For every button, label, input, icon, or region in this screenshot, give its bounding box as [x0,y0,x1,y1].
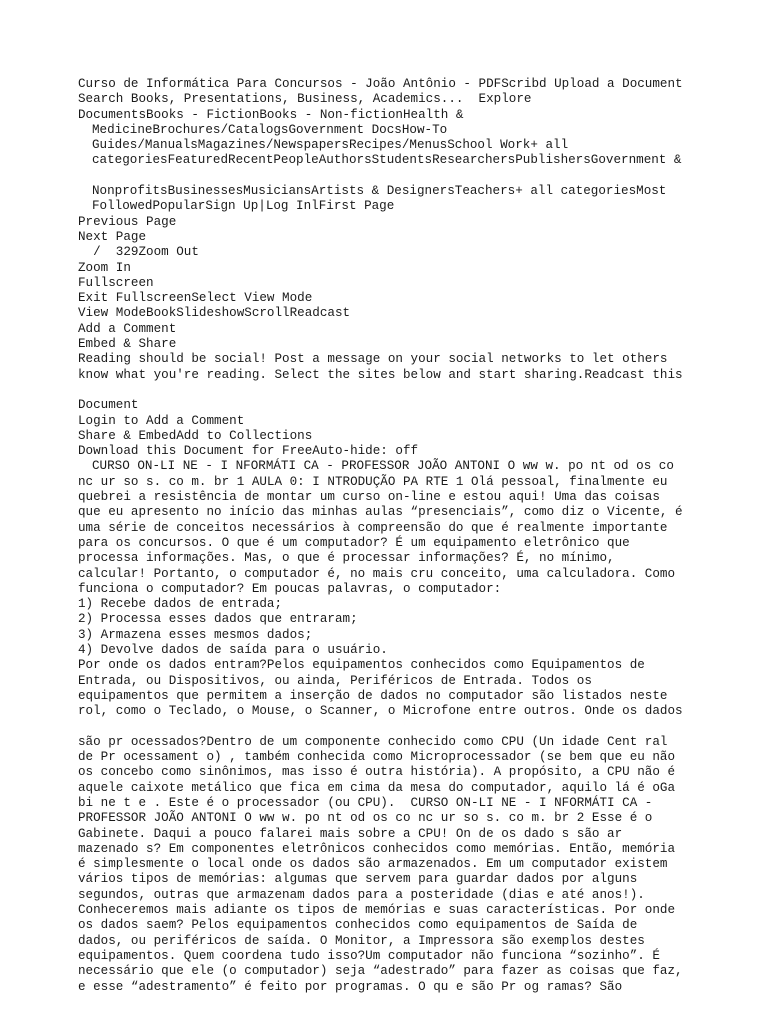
content-line: os concebo como sinônimos, mas isso é outra história). A propósito, a CPU não é [78,765,676,780]
content-line: Entrada, ou Dispositivos, ou ainda, Periféricos de Entrada. Todos os [78,673,592,688]
content-line: equipamentos. Quem coordena tudo isso?Um computador não funciona “sozinho”. É [78,948,660,963]
share-collections-link[interactable]: Share & EmbedAdd to Collections [78,428,313,443]
content-line: necessário que ele (o computador) seja “adestrado” para fazer as coisas que faz, [78,964,683,979]
search-line[interactable]: Search Books, Presentations, Business, Academics... Explore [78,92,532,107]
document-text [78,77,758,995]
next-page-link[interactable]: Next Page [78,229,147,244]
content-line: de Pr ocessament o) , também conhecida como Microprocessador (se bem que eu não [78,750,676,765]
content-line: mazenado s? Em componentes eletrônicos conhecidos como memórias. Então, memória [78,841,676,856]
content-line: uma série de conceitos necessários à compreensão do que é realmente importante [78,520,668,535]
content-line: nc ur so s. co m. br 1 AULA 0: I NTRODUÇÃO PA RTE 1 Olá pessoal, finalmente eu [78,474,668,489]
login-comment-link[interactable]: Login to Add a Comment [78,413,245,428]
embed-share-link[interactable]: Embed & Share [78,337,177,352]
view-mode-links[interactable]: View ModeBookSlideshowScrollReadcast [78,306,351,321]
nav-line-5[interactable]: NonprofitsBusinessesMusiciansArtists & DesignersTeachers+ all categoriesMost [92,184,667,199]
content-line: dados, ou periféricos de saída. O Monitor, a Impressora são exemplos destes [78,933,645,948]
content-line: segundos, outras que armazenam dados para a posteridade (dias e até anos!). [78,887,645,902]
content-line: aquele caixote metálico que fica em cima da mesa do computador, aquilo lá é oGa [78,780,676,795]
nav-line-6[interactable]: FollowedPopularSign Up|Log InlFirst Page [92,199,395,214]
nav-line-4[interactable]: categoriesFeaturedRecentPeopleAuthorsStudentsResearchersPublishersGovernment & [92,153,682,168]
blank-line [78,169,758,184]
nav-line-3[interactable]: Guides/ManualsMagazines/NewspapersRecipes/MenusSchool Work+ all [92,138,569,153]
content-line: Por onde os dados entram?Pelos equipamentos conhecidos como Equipamentos de [78,658,645,673]
content-line: equipamentos que permitem a inserção de dados no computador são listados neste [78,688,668,703]
content-line: que eu apresento no início das minhas aulas “presenciais”, como diz o Vicente, é [78,505,683,520]
content-line: CURSO ON-LI NE - I NFORMÁTI CA - PROFESSOR JOÃO ANTONI O ww w. po nt od os co [92,459,674,474]
content-line: funciona o computador? Em poucas palavras, o computador: [78,581,502,596]
previous-page-link[interactable]: Previous Page [78,214,177,229]
list-item: 2) Processa esses dados que entraram; [78,612,358,627]
content-line: é simplesmente o local onde os dados são armazenados. Em um computador existem [78,857,668,872]
list-item: 4) Devolve dados de saída para o usuário. [78,642,388,657]
content-line: bi ne t e . Este é o processador (ou CPU). CURSO ON-LI NE - I NFORMÁTI CA - [78,795,653,810]
list-item: 3) Armazena esses mesmos dados; [78,627,313,642]
page-count-zoom-out[interactable]: / 329Zoom Out [78,245,199,260]
content-line: vários tipos de memórias: algumas que servem para guardar dados por alguns [78,872,638,887]
exit-fullscreen-link[interactable]: Exit FullscreenSelect View Mode [78,291,313,306]
social-text-2[interactable]: know what you're reading. Select the sites below and start sharing.Readcast this [78,367,683,382]
content-line: processa informações. Mas, o que é processar informações? É, no mínimo, [78,551,615,566]
nav-line-1[interactable]: DocumentsBooks - FictionBooks - Non-fictionHealth & [78,107,464,122]
content-line: os dados saem? Pelos equipamentos conhecidos como equipamentos de Saída de [78,918,638,933]
social-text-3[interactable]: Document [78,398,139,413]
content-line: calcular! Portanto, o computador é, no mais cru conceito, uma calculadora. Como [78,566,676,581]
content-line: e esse “adestramento” é feito por programas. O qu e são Pr og ramas? São [78,979,623,994]
blank-line [78,383,758,398]
content-line: rol, como o Teclado, o Mouse, o Scanner, o Microfone entre outros. Onde os dados [78,704,683,719]
content-line: Gabinete. Daqui a pouco falarei mais sobre a CPU! On de os dado s são ar [78,826,623,841]
content-line: PROFESSOR JOÃO ANTONI O ww w. po nt od os co nc ur so s. co m. br 2 Esse é o [78,811,653,826]
list-item: 1) Recebe dados de entrada; [78,597,283,612]
content-line: são pr ocessados?Dentro de um componente conhecido como CPU (Un idade Cent ral [78,734,668,749]
content-line: Conheceremos mais adiante os tipos de memórias e suas características. Por onde [78,903,676,918]
add-comment-link[interactable]: Add a Comment [78,321,177,336]
nav-line-2[interactable]: MedicineBrochures/CatalogsGovernment DocsHow-To [92,122,448,137]
header-title-line[interactable]: Curso de Informática Para Concursos - João Antônio - PDFScribd Upload a Document [78,77,683,91]
download-link[interactable]: Download this Document for FreeAuto-hide: off [78,444,419,459]
blank-line [78,719,758,734]
social-text-1: Reading should be social! Post a message on your social networks to let others [78,352,668,367]
zoom-in-link[interactable]: Zoom In [78,260,131,275]
content-line: para os concursos. O que é um computador? É um equipamento eletrônico que [78,535,630,550]
fullscreen-link[interactable]: Fullscreen [78,275,154,290]
content-line: quebrei a resistência de montar um curso on-line e estou aqui! Uma das coisas [78,490,660,505]
